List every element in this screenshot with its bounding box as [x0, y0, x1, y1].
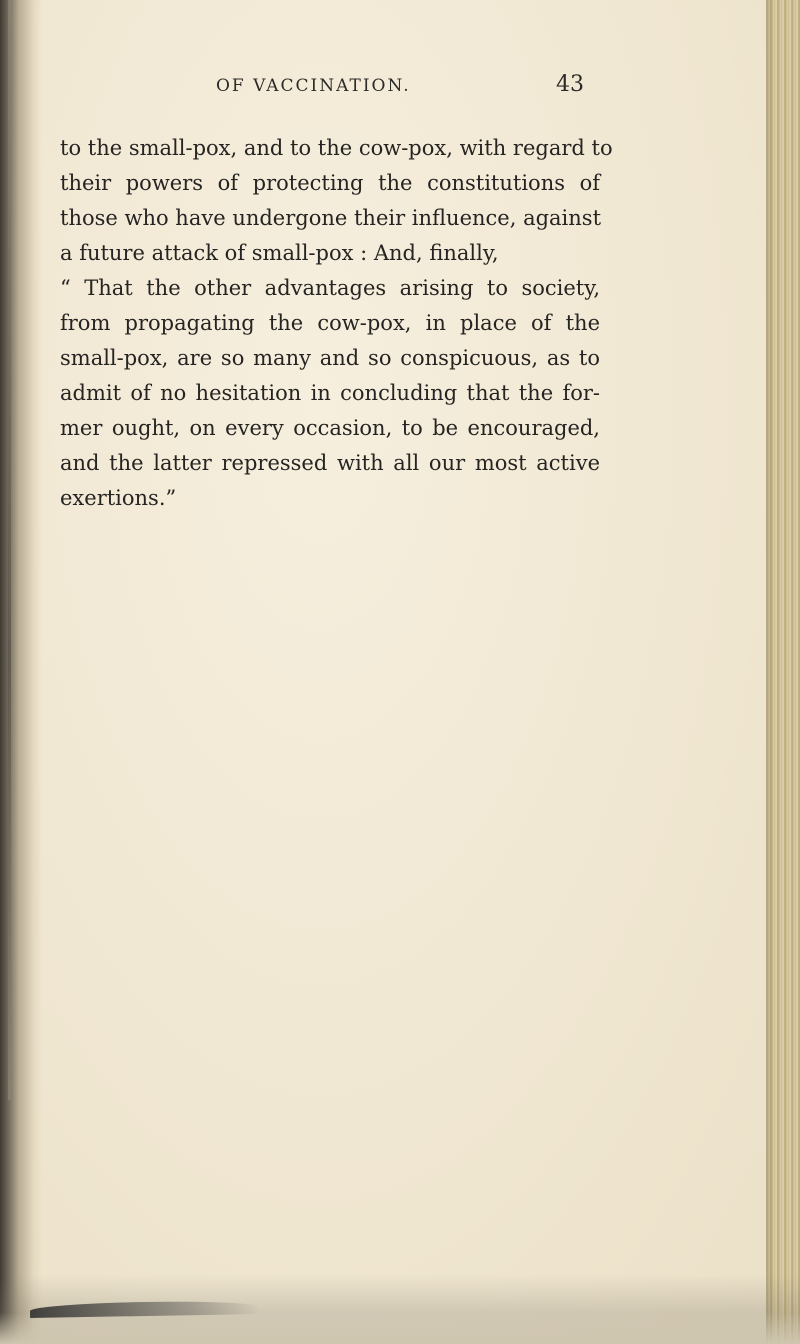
running-head: OF VACCINATION. [216, 76, 411, 96]
text-line: from propagating the cow-pox, in place of the [60, 311, 600, 335]
text-line: exertions.” [60, 486, 177, 510]
text-line: small-pox, are so many and so conspicuous, as to [60, 346, 600, 370]
text-line: “ That the other advantages arising to society, [60, 276, 600, 300]
binding-shadow [0, 0, 42, 1344]
binding-edge [8, 0, 11, 1100]
text-line: a future attack of small-pox : And, finally, [60, 241, 499, 265]
body-text [60, 131, 613, 516]
text-line: to the small-pox, and to the cow-pox, with regard to [60, 136, 613, 160]
text-line: admit of no hesitation in concluding that the for- [60, 381, 600, 405]
text-line: and the latter repressed with all our most active [60, 451, 600, 475]
text-line: their powers of protecting the constitutions of [60, 171, 600, 195]
page-edges [766, 0, 800, 1344]
page-number: 43 [556, 72, 584, 97]
page-header [0, 72, 800, 106]
text-line: mer ought, on every occasion, to be encouraged, [60, 416, 600, 440]
text-line: those who have undergone their influence, against [60, 206, 602, 230]
